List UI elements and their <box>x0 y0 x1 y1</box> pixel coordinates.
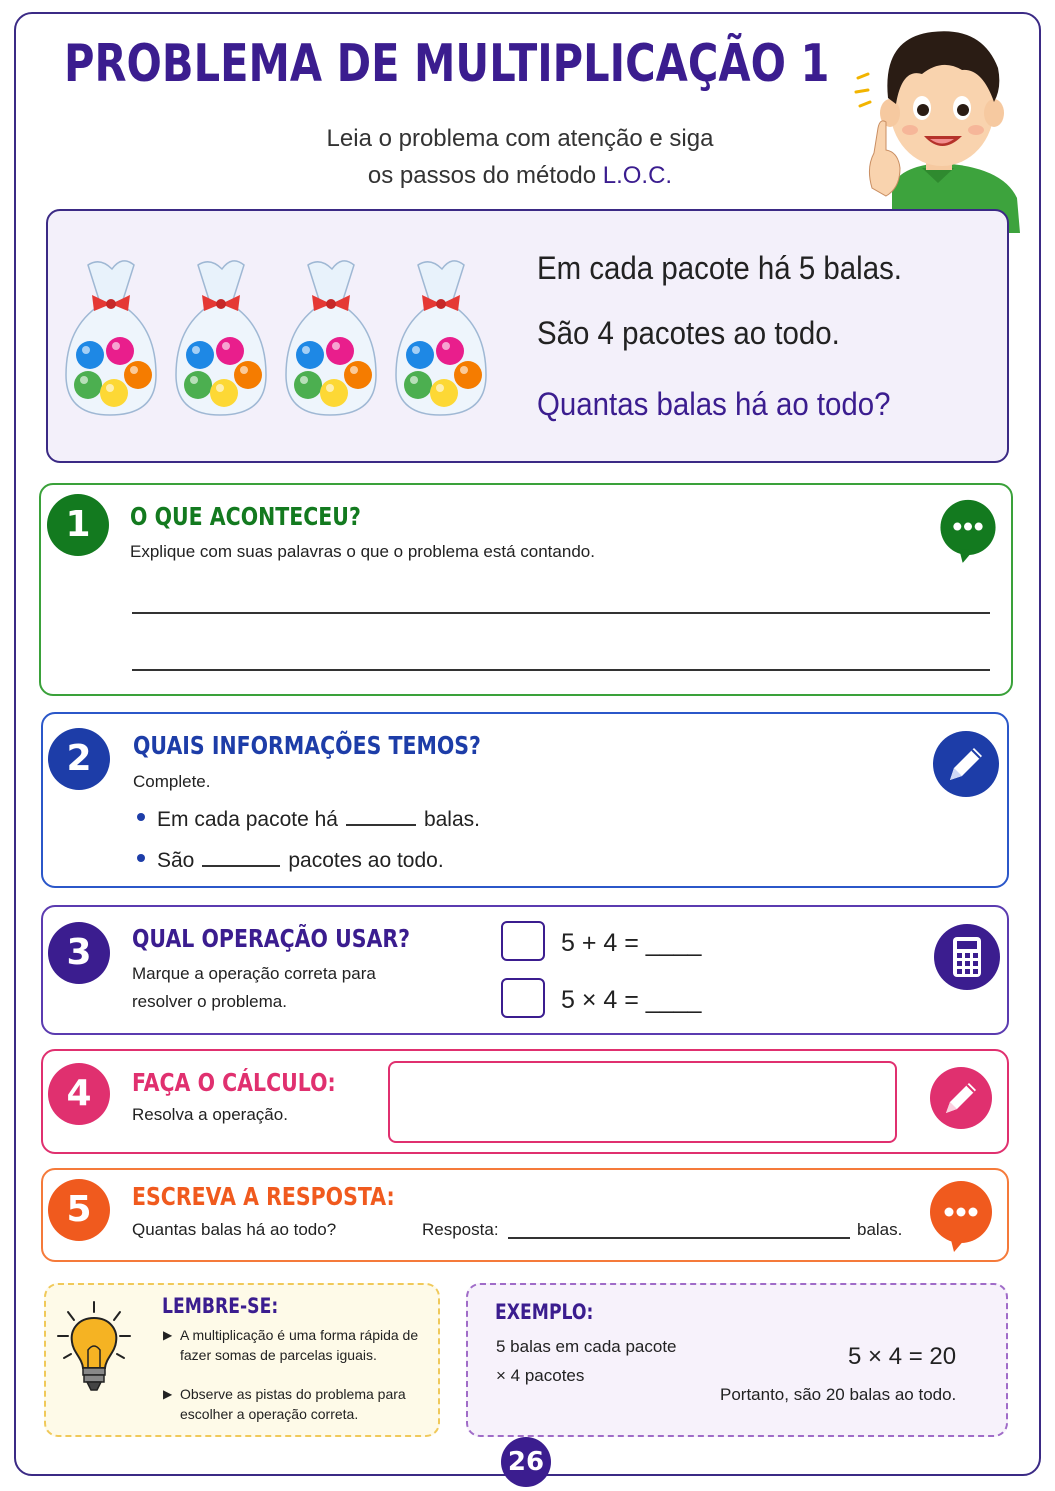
step-1-number: 1 <box>47 494 109 556</box>
candy-bag <box>66 261 156 415</box>
lightbulb-icon <box>56 1300 132 1396</box>
example-line-1: 5 balas em cada pacote <box>496 1337 677 1356</box>
step-3-desc-line-2: resolver o problema. <box>132 992 287 1011</box>
candy <box>106 337 134 365</box>
subtitle-line-2 <box>300 157 740 194</box>
candy-bag <box>396 261 486 415</box>
page-title: PROBLEMA DE MULTIPLICAÇÃO 1 <box>64 34 830 94</box>
step-4-title: FAÇA O CÁLCULO: <box>132 1068 336 1097</box>
tip-item-2: Observe as pistas do problema para escolher a operação correta. <box>180 1386 406 1422</box>
answer-input-line[interactable] <box>508 1237 850 1239</box>
bullet-2-text: São <box>157 849 195 872</box>
bullet-dot <box>137 854 145 862</box>
method-name: L.O.C. <box>602 162 673 189</box>
tip-arrow-icon: ▶ <box>163 1387 173 1401</box>
answer-line-2[interactable] <box>132 669 990 671</box>
page-number: 26 <box>501 1437 551 1487</box>
checkbox-multiplication[interactable] <box>501 978 545 1018</box>
calculation-box[interactable] <box>388 1061 897 1143</box>
pencil-icon <box>929 1066 993 1130</box>
step-2-number: 2 <box>48 728 110 790</box>
example-equation: 5 × 4 = 20 <box>848 1343 957 1370</box>
step-3-number: 3 <box>48 922 110 984</box>
tip-title: LEMBRE-SE: <box>162 1294 279 1318</box>
step-5-description: Quantas balas há ao todo? <box>132 1220 337 1239</box>
candy <box>184 371 212 399</box>
candy <box>296 341 324 369</box>
candy <box>344 361 372 389</box>
step-3-title: QUAL OPERAÇÃO USAR? <box>132 924 411 953</box>
bullet-1-text: Em cada pacote há <box>157 808 338 831</box>
speech-bubble-icon <box>928 1180 994 1254</box>
page-subtitle <box>300 120 740 194</box>
candy <box>406 341 434 369</box>
tip-arrow-icon: ▶ <box>163 1328 173 1342</box>
bullet-2-unit: pacotes ao todo. <box>288 849 444 872</box>
candy <box>320 379 348 407</box>
candy <box>234 361 262 389</box>
candy <box>124 361 152 389</box>
candy <box>294 371 322 399</box>
step-5-title: ESCREVA A RESPOSTA: <box>132 1182 395 1211</box>
problem-question: Quantas balas há ao todo? <box>537 386 891 422</box>
info-bullet-2 <box>137 849 444 873</box>
candy <box>186 341 214 369</box>
candy <box>454 361 482 389</box>
tip-item-1: A multiplicação é uma forma rápida de fazer somas de parcelas iguais. <box>180 1327 419 1363</box>
step-4-description: Resolva a operação. <box>132 1105 288 1124</box>
step-3-desc-line-1: Marque a operação correta para <box>132 964 376 983</box>
checkbox-addition[interactable] <box>501 921 545 961</box>
candy <box>100 379 128 407</box>
candy <box>76 341 104 369</box>
example-title: EXEMPLO: <box>495 1300 594 1324</box>
step-1-description: Explique com suas palavras o que o problema está contando. <box>130 542 595 561</box>
blank-num-pacotes[interactable] <box>202 849 280 867</box>
option-multiplication: 5 × 4 = ____ <box>561 986 702 1014</box>
candy <box>404 371 432 399</box>
problem-line-1: Em cada pacote há 5 balas. <box>537 250 902 286</box>
speech-bubble-icon <box>936 499 1000 563</box>
example-line-2: × 4 pacotes <box>496 1366 585 1385</box>
example-conclusion: Portanto, são 20 balas ao todo. <box>720 1385 957 1404</box>
boy-illustration <box>852 18 1024 233</box>
candy <box>436 337 464 365</box>
option-addition: 5 + 4 = ____ <box>561 929 702 957</box>
subtitle-line-2-text: os passos do método <box>367 162 603 189</box>
candy <box>216 337 244 365</box>
step-3-description <box>132 960 376 1016</box>
candy <box>326 337 354 365</box>
step-2-description: Complete. <box>133 772 211 791</box>
candy <box>210 379 238 407</box>
candy-bags-illustration <box>60 255 500 425</box>
step-2-title: QUAIS INFORMAÇÕES TEMOS? <box>133 731 481 760</box>
answer-label: Resposta: <box>422 1220 499 1239</box>
pencil-icon <box>932 730 1000 798</box>
step-1-title: O QUE ACONTECEU? <box>130 502 361 531</box>
candy <box>74 371 102 399</box>
candy <box>430 379 458 407</box>
candy-bag <box>286 261 376 415</box>
answer-unit: balas. <box>857 1220 903 1239</box>
step-4-number: 4 <box>48 1063 110 1125</box>
blank-balas-per-pacote[interactable] <box>346 808 416 826</box>
bullet-1-unit: balas. <box>423 808 480 831</box>
info-bullet-1 <box>137 808 480 832</box>
subtitle-line-1: Leia o problema com atenção e siga <box>326 125 714 152</box>
bullet-dot <box>137 813 145 821</box>
answer-line-1[interactable] <box>132 612 990 614</box>
calculator-icon <box>933 923 1001 991</box>
problem-line-2: São 4 pacotes ao todo. <box>537 315 840 351</box>
step-5-number: 5 <box>48 1179 110 1241</box>
candy-bag <box>176 261 266 415</box>
